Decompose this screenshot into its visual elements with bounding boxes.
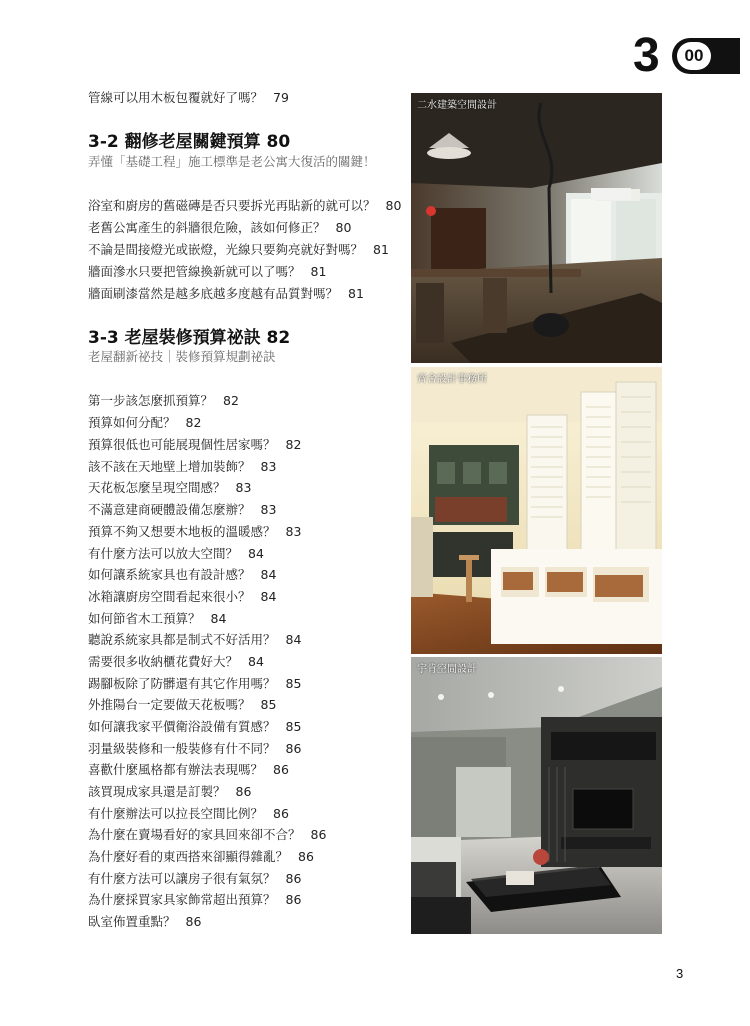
section-title[interactable]: 3-2 翻修老屋關鍵預算 80 <box>88 132 291 152</box>
toc-entry-text: 天花板怎麼呈現空間感？ <box>88 480 226 495</box>
toc-entry[interactable] <box>88 913 201 931</box>
toc-entry[interactable] <box>88 783 251 801</box>
toc-entry-text: 老舊公寓產生的斜牆很危險，該如何修正？ <box>88 220 326 235</box>
toc-entry-text: 有什麼方法可以放大空間？ <box>88 546 239 561</box>
toc-entry[interactable] <box>88 436 301 454</box>
interior-photo-kitchen <box>411 367 662 654</box>
chapter-badge-label: 00 <box>677 42 711 70</box>
toc-entry-text: 如何讓我家平價衛浴設備有質感？ <box>88 719 276 734</box>
toc-entry-page: 80 <box>385 198 402 213</box>
toc-entry-text: 為什麼採買家具家飾常超出預算？ <box>88 892 276 907</box>
toc-entry-text: 不論是間接燈光或嵌燈，光線只要夠亮就好對嗎？ <box>88 242 364 257</box>
toc-entry-text: 羽量級裝修和一般裝修有什不同？ <box>88 741 276 756</box>
toc-entry-text: 臥室佈置重點？ <box>88 914 176 929</box>
toc-entry-text: 浴室和廚房的舊磁磚是否只要拆光再貼新的就可以？ <box>88 198 376 213</box>
toc-entry[interactable] <box>88 891 301 909</box>
toc-entry[interactable] <box>88 740 301 758</box>
toc-entry-text: 預算不夠又想要木地板的溫暖感？ <box>88 524 276 539</box>
toc-entry-page: 86 <box>235 784 252 799</box>
toc-entry-text: 踢腳板除了防髒還有其它作用嗎？ <box>88 676 276 691</box>
toc-entry-text: 牆面刷漆當然是越多底越多度越有品質對嗎？ <box>88 286 339 301</box>
toc-entry-page: 85 <box>285 719 302 734</box>
section-subtitle: 老屋翻新祕技｜裝修預算規劃祕訣 <box>88 349 276 364</box>
toc-entry[interactable] <box>88 263 326 281</box>
toc-entry[interactable] <box>88 414 201 432</box>
dining-room-image <box>411 93 662 363</box>
toc-entry-page: 82 <box>285 437 302 452</box>
toc-entry[interactable] <box>88 523 301 541</box>
toc-entry-page: 84 <box>260 567 277 582</box>
toc-entry-text: 不滿意建商硬體設備怎麼辦？ <box>88 502 251 517</box>
toc-entry[interactable] <box>88 870 301 888</box>
photo-credit: 宇肯空間設計 <box>417 664 477 675</box>
toc-entry-text: 預算很低也可能展現個性居家嗎？ <box>88 437 276 452</box>
toc-entry[interactable] <box>88 761 289 779</box>
toc-entry[interactable] <box>88 501 276 519</box>
toc-entry-page: 86 <box>298 849 314 864</box>
toc-entry[interactable] <box>88 197 401 215</box>
toc-entry-text: 該不該在天地壁上增加裝飾？ <box>88 459 251 474</box>
toc-entry[interactable] <box>88 631 301 649</box>
toc-entry-text: 牆面滲水只要把管線換新就可以了嗎？ <box>88 264 301 279</box>
toc-entry[interactable] <box>88 545 264 563</box>
toc-entry-page: 81 <box>348 286 364 301</box>
toc-entry-page: 83 <box>260 459 277 474</box>
toc-entry-text: 需要很多收納櫃花費好大？ <box>88 654 239 669</box>
toc-entry-page: 84 <box>260 589 277 604</box>
toc-entry[interactable] <box>88 718 301 736</box>
toc-entry-page: 86 <box>285 892 302 907</box>
toc-entry[interactable] <box>88 241 389 259</box>
toc-entry-text: 喜歡什麼風格都有辦法表現嗎？ <box>88 762 264 777</box>
toc-entry[interactable] <box>88 89 289 107</box>
toc-entry-page: 86 <box>285 871 302 886</box>
toc-entry-page: 83 <box>260 502 277 517</box>
toc-entry[interactable] <box>88 285 364 303</box>
toc-entry-text: 該買現成家具還是訂製？ <box>88 784 226 799</box>
section-title[interactable]: 3-3 老屋裝修預算祕訣 82 <box>88 328 291 348</box>
toc-entry-page: 81 <box>373 242 389 257</box>
section-subtitle: 弄懂「基礎工程」施工標準是老公寓大復活的關鍵！ <box>88 154 376 169</box>
toc-entry-page: 83 <box>235 480 252 495</box>
toc-entry-page: 82 <box>223 393 239 408</box>
toc-entry-page: 84 <box>248 654 264 669</box>
toc-entry-page: 86 <box>285 741 302 756</box>
toc-entry[interactable] <box>88 566 276 584</box>
photo-credit: 齊舍設計事務所 <box>417 374 487 385</box>
toc-entry[interactable] <box>88 610 226 628</box>
toc-entry[interactable] <box>88 588 276 606</box>
toc-entry-page: 83 <box>285 524 302 539</box>
toc-entry-text: 有什麼方法可以讓房子很有氣氛？ <box>88 871 276 886</box>
toc-entry[interactable] <box>88 392 239 410</box>
toc-entry-text: 如何讓系統家具也有設計感？ <box>88 567 251 582</box>
toc-entry[interactable] <box>88 696 276 714</box>
toc-entry-text: 管線可以用木板包覆就好了嗎？ <box>88 90 264 105</box>
toc-entry-text: 預算如何分配？ <box>88 415 176 430</box>
toc-entry-page: 84 <box>210 611 227 626</box>
toc-entry-text: 為什麼好看的東西搭來卻顯得雜亂？ <box>88 849 289 864</box>
toc-entry-page: 86 <box>273 762 289 777</box>
toc-entry[interactable] <box>88 219 351 237</box>
toc-entry-text: 聽說系統家具都是制式不好活用？ <box>88 632 276 647</box>
toc-entry-page: 86 <box>273 806 289 821</box>
toc-entry-page: 79 <box>273 90 289 105</box>
interior-photo-living <box>411 657 662 934</box>
interior-photo-dining <box>411 93 662 363</box>
living-room-image <box>411 657 662 934</box>
toc-entry[interactable] <box>88 848 314 866</box>
toc-entry[interactable] <box>88 479 251 497</box>
toc-entry-text: 外推陽台一定要做天花板嗎？ <box>88 697 251 712</box>
toc-entry-page: 86 <box>310 827 327 842</box>
toc-entry-page: 82 <box>185 415 202 430</box>
toc-entry[interactable] <box>88 675 301 693</box>
toc-entry[interactable] <box>88 805 289 823</box>
toc-entry-page: 86 <box>185 914 202 929</box>
toc-entry-page: 84 <box>248 546 264 561</box>
chapter-number: 3 <box>633 29 660 82</box>
toc-entry-page: 80 <box>335 220 352 235</box>
toc-entry-page: 85 <box>260 697 277 712</box>
toc-entry-page: 84 <box>285 632 302 647</box>
toc-entry-text: 如何節省木工預算？ <box>88 611 201 626</box>
toc-entry-page: 81 <box>310 264 327 279</box>
page-number: 3 <box>676 966 684 981</box>
toc-entry-text: 第一步該怎麼抓預算？ <box>88 393 214 408</box>
toc-entry-page: 85 <box>285 676 302 691</box>
toc-entry-text: 有什麼辦法可以拉長空間比例？ <box>88 806 264 821</box>
toc-entry[interactable] <box>88 458 276 476</box>
toc-entry-text: 為什麼在賣場看好的家具回來卻不合？ <box>88 827 301 842</box>
toc-entry[interactable] <box>88 826 326 844</box>
chapter-badge <box>672 38 740 74</box>
photo-credit: 二水建築空間設計 <box>417 100 497 111</box>
kitchen-image <box>411 367 662 654</box>
toc-entry[interactable] <box>88 653 264 671</box>
toc-entry-text: 冰箱讓廚房空間看起來很小？ <box>88 589 251 604</box>
